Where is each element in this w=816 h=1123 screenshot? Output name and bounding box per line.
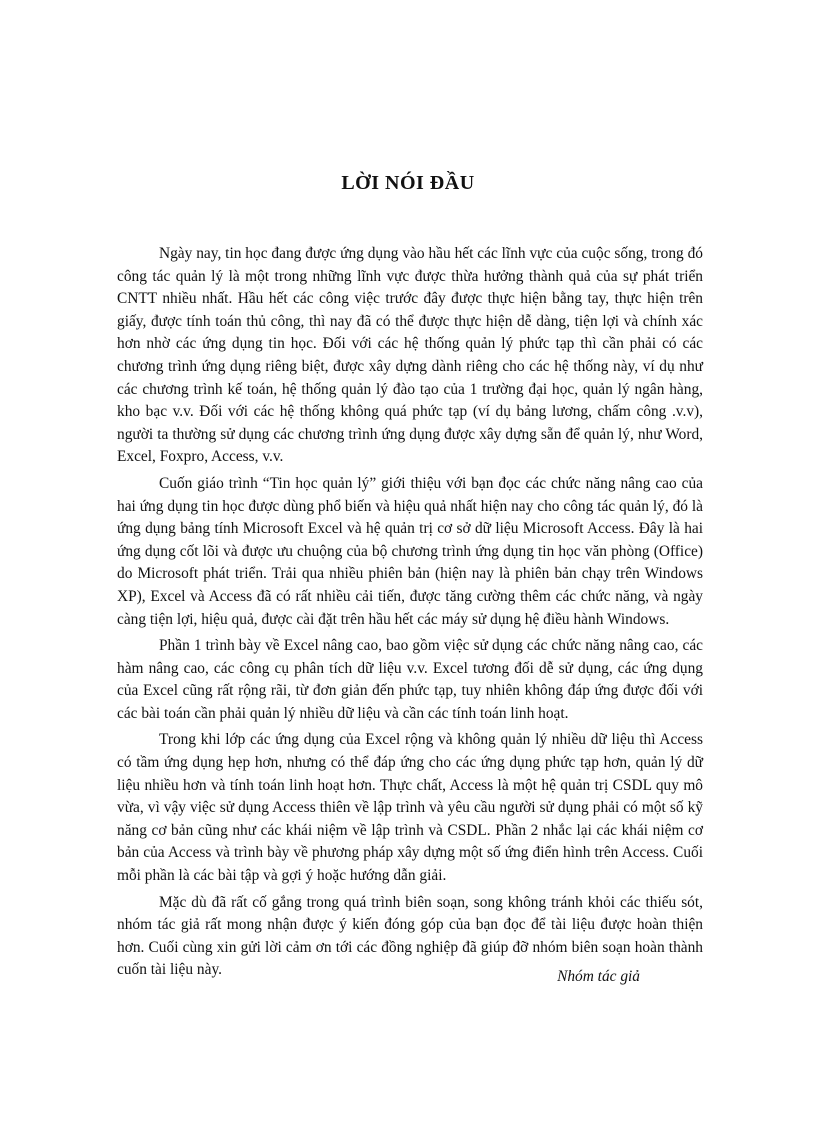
author-signature: Nhóm tác giả [557,968,640,985]
page-title: LỜI NÓI ĐẦU [341,172,475,194]
paragraph: Mặc dù đã rất cố gắng trong quá trình biên soạn, song không tránh khỏi các thiếu sót, nhóm tác giả rất mong nhận được ý kiến đóng góp của bạn đọc để tài liệu được hoàn thiện hơn. Cuối cùng xin gửi lời cảm ơn tới các đồng nghiệp đã giúp đỡ nhóm biên soạn hoàn thành cuốn tài liệu này. [117,893,703,979]
paragraph: Phần 1 trình bày về Excel nâng cao, bao gồm việc sử dụng các chức năng nâng cao, các hàm nâng cao, các công cụ phân tích dữ liệu v.v. Excel tương đối dễ sử dụng, các ứng dụng của Excel cũng rất rộng rãi, từ đơn giản đến phức tạp, tuy nhiên không đáp ứng được đối với các bài toán cần phải quản lý nhiều dữ liệu và cần các tính toán linh hoạt. [117,637,703,722]
body-text [117,243,703,986]
paragraph: Cuốn giáo trình “Tin học quản lý” giới thiệu với bạn đọc các chức năng nâng cao của hai ứng dụng tin học được dùng phổ biến và hiệu quả nhất hiện nay cho công tác quản lý, đó là ứng dụng bảng tính Microsoft Excel và hệ quản trị cơ sở dữ liệu Microsoft Access. Đây là hai ứng dụng cốt lõi và được ưu chuộng của bộ chương trình ứng dụng tin học văn phòng (Office) do Microsoft phát triển. Trải qua nhiều phiên bản (hiện nay là phiên bản chạy trên Windows XP), Excel và Access đã có rất nhiều cải tiến, được tăng cường thêm các chức năng, và ngày càng tiện lợi, hiệu quả, được cài đặt trên hầu hết các máy sử dụng hệ điều hành Windows. [117,474,703,628]
paragraph: Ngày nay, tin học đang được ứng dụng vào hầu hết các lĩnh vực của cuộc sống, trong đó công tác quản lý là một trong những lĩnh vực được thừa hưởng thành quả của sự phát triển CNTT nhiều nhất. Hầu hết các công việc trước đây được thực hiện bằng tay, thực hiện trên giấy, được tính toán thủ công, thì nay đã có thể được thực hiện dễ dàng, tiện lợi và chính xác hơn nhờ các ứng dụng tin học. Đối với các hệ thống quản lý phức tạp thì cần phải có các chương trình ứng dụng riêng biệt, được xây dựng dành riêng cho các hệ thống này, ví dụ như các chương trình kế toán, hệ thống quản lý đào tạo của 1 trường đại học, quản lý ngân hàng, kho bạc v.v. Đối với các hệ thống không quá phức tạp (ví dụ bảng lương, chấm công .v.v), người ta thường sử dụng các chương trình ứng dụng được xây dựng sẵn để quản lý, như Word, Excel, Foxpro, Access, v.v. [117,245,703,466]
paragraph: Trong khi lớp các ứng dụng của Excel rộng và không quản lý nhiều dữ liệu thì Access có tầm ứng dụng hẹp hơn, nhưng có thể đáp ứng cho các ứng dụng phức tạp hơn, quản lý dữ liệu nhiều hơn và tính toán linh hoạt hơn. Thực chất, Access là một hệ quản trị CSDL quy mô vừa, vì vậy việc sử dụng Access thiên về lập trình và yêu cầu người sử dụng phải có một số kỹ năng cơ bản cũng như các khái niệm về lập trình và CSDL. Phần 2 nhắc lại các khái niệm cơ bản của Access và trình bày về phương pháp xây dựng một số ứng điển hình trên Access. Cuối mỗi phần là các bài tập và gợi ý hoặc hướng dẫn giải. [117,731,703,885]
